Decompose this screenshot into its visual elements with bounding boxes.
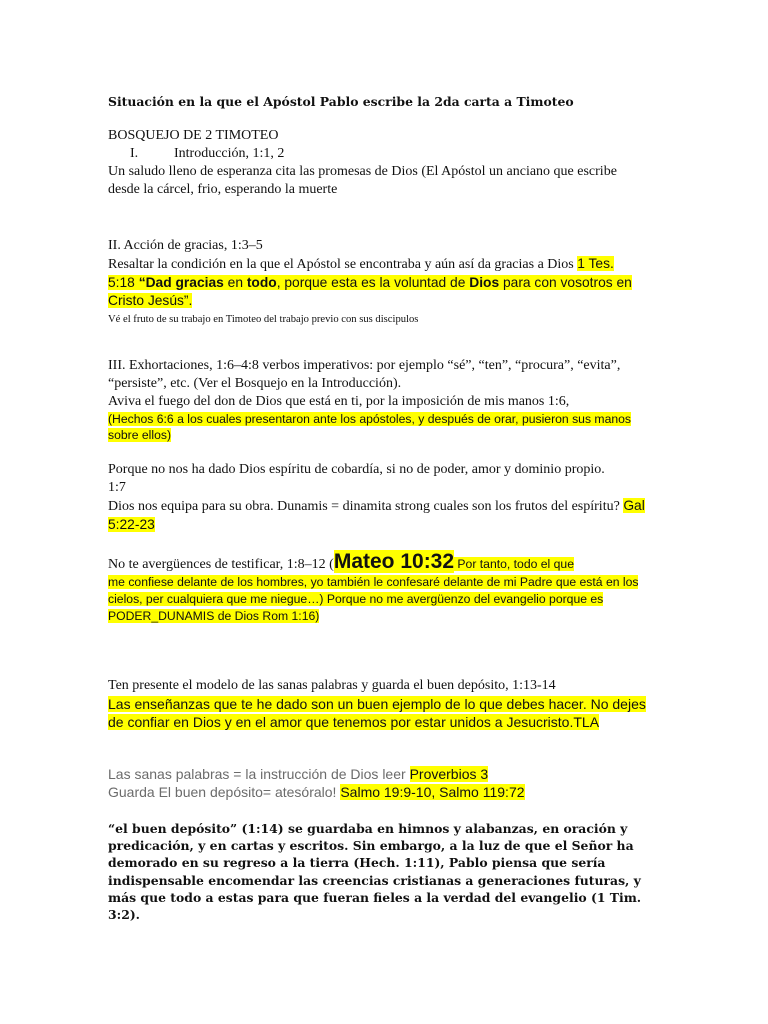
section-2-heading: II. Acción de gracias, 1:3–5 [108,238,263,253]
section-3-line: Aviva el fuego del don de Dios que está en ti, por la imposición de mis manos 1:6, [108,394,570,409]
section-sound-words: Las sanas palabras = la instrucción de Dios leer Proverbios 3 Guarda El buen depósito= atesóralo! Salmo 19:9-10, Salmo 119:72 [108,766,525,800]
outline-heading: BOSQUEJO DE 2 TIMOTEO [108,128,279,143]
section-model: Ten presente el modelo de las sanas palabras y guarda el buen depósito, 1:13-14 Las enseñanzas que te he dado son un buen ejemplo de lo que debes hacer. No dejes de confiar en Dios y en el amor que tenemos por estar unidos a Jesucristo.TLA [108,678,646,730]
section-2-note: Vé el fruto de su trabajo en Timoteo del trabajo previo con sus discipulos [108,314,419,325]
section-3-text: III. Exhortaciones, 1:6–4:8 verbos imperativos: por ejemplo “sé”, “ten”, “procura”, “evita”, “persiste”, etc. (Ver el Bosquejo en la Introducción). [108,358,621,391]
section-2-text: Resaltar la condición en la que el Apóstol se encontraba y aún así da gracias a Dios 1 Tes. [108,256,614,272]
closing-paragraph: “el buen depósito” (1:14) se guardaba en himnos y alabanzas, en oración y predicación, y en cartas y escritos. Sin embargo, a la luz de que el Señor ha demorado en su regreso a la tierra (Hech. 1:11), Pablo piensa que sería indispensable encomendar las creencias cristianas a generaciones futuras, y más que todo a estas para que fueran fieles a la verdad del evangelio (1 Tim. 3:2). [108,821,642,923]
section-3-highlight: (Hechos 6:6 a los cuales presentaron ante los apóstoles, y después de orar, pusieron sus manos sobre ellos) [108,412,632,442]
page-title: Situación en la que el Apóstol Pablo escribe la 2da carta a Timoteo [108,94,574,109]
outline-item-1: I. Introducción, 1:1, 2 [130,146,285,161]
outline-section [108,127,648,199]
section-testify: No te avergüences de testificar, 1:8–12 (Mateo 10:32 Por tanto, todo el que me confiese delante de los hombres, yo también le confesaré delante de mi Padre que está en los cielos, per cualquiera que me niegue…) Porque no me avergüenzo del evangelio porque es PODER_DUNAMIS de Dios Rom 1:16) [108,550,639,623]
section-2-quote: 5:18 “Dad gracias en todo, porque esta es la voluntad de Dios para con vosotros en Cristo Jesús”. [108,275,632,308]
section-3 [108,357,648,443]
paragraph-spirit: Porque no nos ha dado Dios espíritu de cobardía, si no de poder, amor y dominio propio. 1:7 Dios nos equipa para su obra. Dunamis = dinamita strong cuales son los frutos del espíritu? Gal 5:22-23 [108,462,645,532]
outline-description: Un saludo lleno de esperanza cita las promesas de Dios (El Apóstol un anciano que escribe desde la cárcel, frio, esperando la muerte [108,164,617,197]
section-2 [108,237,648,327]
